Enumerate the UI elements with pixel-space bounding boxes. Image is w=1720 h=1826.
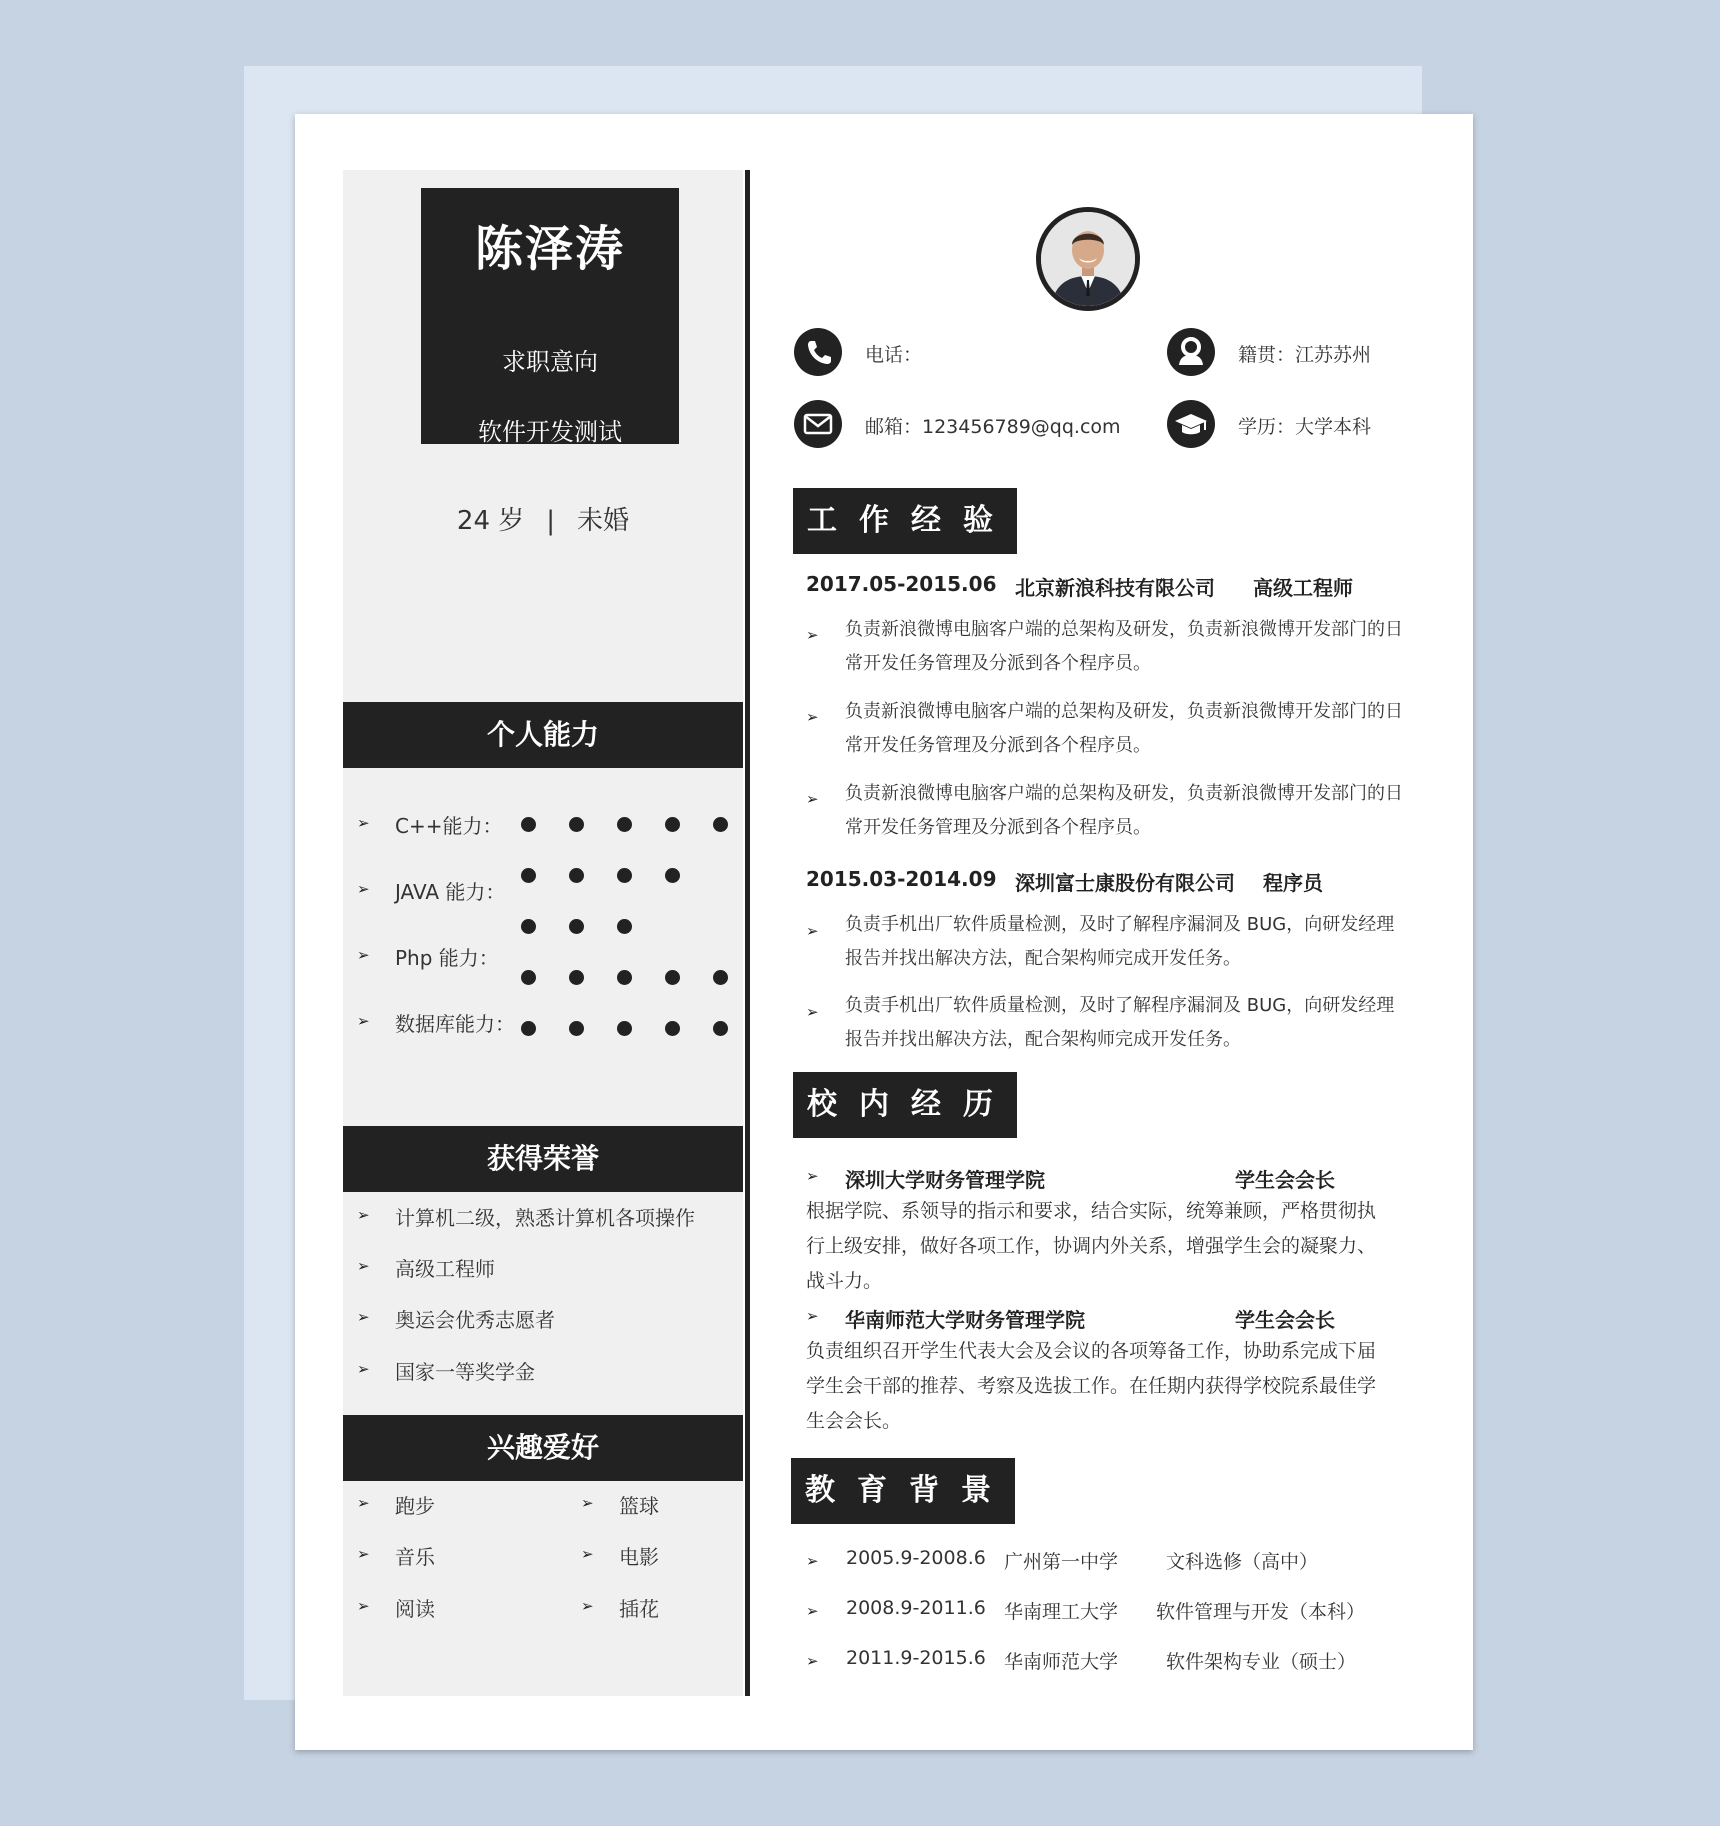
skill-dot [521,817,536,832]
arrow-bullet-icon: ➢ [581,1494,594,1512]
arrow-bullet-icon: ➢ [806,626,819,644]
column-divider [745,170,750,1696]
skill-dot [521,970,536,985]
job-position: 高级工程师 [1253,576,1353,600]
skill-dot [665,970,680,985]
arrow-bullet-icon: ➢ [806,922,819,940]
honors-header: 获得荣誉 [343,1126,743,1192]
phone-label: 电话： [865,344,923,366]
job-duty: 负责手机出厂软件质量检测，及时了解程序漏洞及 BUG，向研发经理报告并找出解决方法，配合架构师完成开发任务。 [845,914,1395,969]
skill-dot [617,1021,632,1036]
campus-role: 学生会会长 [1235,1168,1335,1192]
skill-dot [617,817,632,832]
campus-description: 根据学院、系领导的指示和要求，结合实际，统筹兼顾，严格贯彻执行上级安排，做好各项工作，协调内外关系，增强学生会的凝聚力、战斗力。 [806,1200,1377,1292]
job-intent-label: 求职意向 [502,348,598,376]
arrow-bullet-icon: ➢ [806,1552,819,1570]
edu-period: 2005.9-2008.6 [846,1547,986,1569]
skill-label: C++能力： [395,814,503,838]
honor-text: 高级工程师 [395,1257,495,1281]
skill-dot [521,919,536,934]
skill-dot [617,919,632,934]
hobby-text: 电影 [619,1545,659,1569]
campus-role: 学生会会长 [1235,1308,1335,1332]
skill-dot [521,868,536,883]
skill-dot [713,1021,728,1036]
origin-field: 籍贯：江苏苏州 [1238,344,1372,366]
skill-label: 数据库能力： [395,1012,515,1036]
arrow-bullet-icon: ➢ [806,790,819,808]
mail-icon [794,400,842,448]
skills-header: 个人能力 [343,702,743,768]
arrow-bullet-icon: ➢ [357,1206,370,1224]
campus-org: 深圳大学财务管理学院 [845,1168,1045,1192]
age-marital-line [343,500,743,537]
name-card [421,188,679,444]
hobby-text: 音乐 [395,1545,435,1569]
edu-period: 2011.9-2015.6 [846,1647,986,1669]
job-period: 2017.05-2015.06 [806,572,997,596]
hobby-text: 阅读 [395,1597,435,1621]
job-company: 北京新浪科技有限公司 [1015,576,1215,600]
arrow-bullet-icon: ➢ [357,1494,370,1512]
skill-dot [665,817,680,832]
edu-school: 华南师范大学 [1004,1651,1119,1673]
arrow-bullet-icon: ➢ [806,1652,819,1670]
arrow-bullet-icon: ➢ [357,880,370,898]
hobbies-header: 兴趣爱好 [343,1415,743,1481]
age: 24 岁 [456,506,525,536]
campus-description: 负责组织召开学生代表大会及会议的各项筹备工作，协助系完成下届学生会干部的推荐、考察及选拔工作。在任期内获得学校院系最佳学生会会长。 [806,1340,1377,1432]
arrow-bullet-icon: ➢ [357,1257,370,1275]
arrow-bullet-icon: ➢ [806,1602,819,1620]
job-duty: 负责新浪微博电脑客户端的总架构及研发，负责新浪微博开发部门的日常开发任务管理及分派到各个程序员。 [845,701,1403,756]
edu-period: 2008.9-2011.6 [846,1597,986,1619]
hobby-text: 跑步 [395,1494,435,1518]
avatar [1036,207,1140,311]
honor-text: 奥运会优秀志愿者 [395,1308,555,1332]
graduation-cap-icon [1167,400,1215,448]
hobby-text: 插花 [619,1597,659,1621]
edu-school: 华南理工大学 [1004,1601,1119,1623]
skill-dot [569,919,584,934]
phone-icon [794,328,842,376]
job-duty: 负责手机出厂软件质量检测，及时了解程序漏洞及 BUG，向研发经理报告并找出解决方法，配合架构师完成开发任务。 [845,995,1395,1050]
edu-major: 软件管理与开发（本科） [1156,1601,1366,1623]
arrow-bullet-icon: ➢ [357,1545,370,1563]
edu-major: 软件架构专业（硕士） [1166,1651,1357,1673]
arrow-bullet-icon: ➢ [357,1360,370,1378]
skill-dot [617,970,632,985]
arrow-bullet-icon: ➢ [357,814,370,832]
skill-dot [569,970,584,985]
honor-text: 国家一等奖学金 [395,1360,535,1384]
skill-dot [713,817,728,832]
arrow-bullet-icon: ➢ [581,1545,594,1563]
arrow-bullet-icon: ➢ [806,708,819,726]
campus-experience-header: 校内经历 [793,1072,1017,1138]
marital-status: 未婚 [577,506,630,536]
edu-major: 文科选修（高中） [1166,1551,1319,1573]
skill-dot [521,1021,536,1036]
arrow-bullet-icon: ➢ [806,1307,819,1325]
resume-page [295,114,1473,1750]
arrow-bullet-icon: ➢ [357,946,370,964]
skill-dot [569,817,584,832]
email-field: 邮箱：123456789@qq.com [865,416,1121,438]
edu-school: 广州第一中学 [1004,1551,1119,1573]
job-period: 2015.03-2014.09 [806,867,997,891]
skill-dot [569,868,584,883]
arrow-bullet-icon: ➢ [357,1012,370,1030]
arrow-bullet-icon: ➢ [581,1597,594,1615]
work-experience-header: 工作经验 [793,488,1017,554]
skill-dot [713,970,728,985]
skill-dot [665,868,680,883]
job-duty: 负责新浪微博电脑客户端的总架构及研发，负责新浪微博开发部门的日常开发任务管理及分派到各个程序员。 [845,783,1403,838]
left-sidebar [343,170,743,1696]
skill-dot [665,1021,680,1036]
skill-label: JAVA 能力： [395,880,506,904]
campus-org: 华南师范大学财务管理学院 [845,1308,1085,1332]
education-field: 学历：大学本科 [1238,416,1372,438]
skill-label: Php 能力： [395,946,499,970]
person-icon [1167,328,1215,376]
phone-field [865,340,922,367]
arrow-bullet-icon: ➢ [806,1003,819,1021]
job-duty: 负责新浪微博电脑客户端的总架构及研发，负责新浪微博开发部门的日常开发任务管理及分派到各个程序员。 [845,619,1403,674]
profile-photo [1041,212,1135,306]
arrow-bullet-icon: ➢ [357,1308,370,1326]
job-company: 深圳富士康股份有限公司 [1015,871,1235,895]
job-intent-value: 软件开发测试 [478,418,622,446]
job-position: 程序员 [1263,871,1323,895]
skill-dot [569,1021,584,1036]
candidate-name: 陈泽涛 [474,221,625,277]
divider: | [546,506,556,536]
hobby-text: 篮球 [619,1494,659,1518]
arrow-bullet-icon: ➢ [806,1167,819,1185]
honor-text: 计算机二级，熟悉计算机各项操作 [395,1206,695,1230]
arrow-bullet-icon: ➢ [357,1597,370,1615]
education-header: 教育背景 [791,1458,1015,1524]
skill-dot [617,868,632,883]
